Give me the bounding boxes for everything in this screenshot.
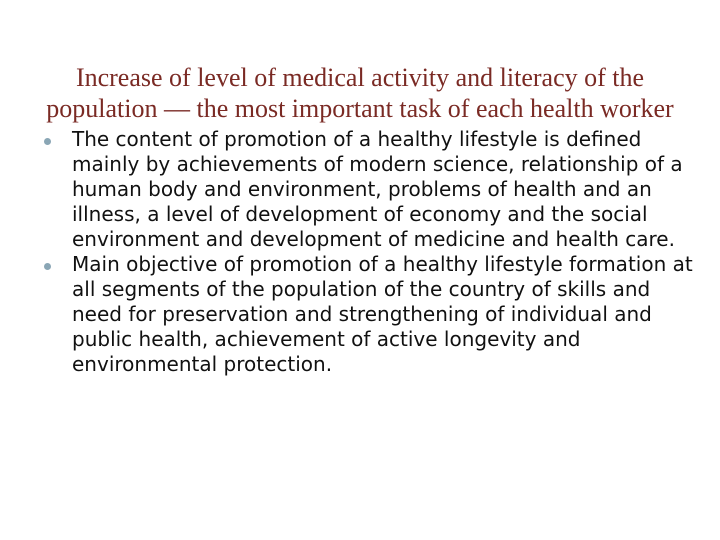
bullet-text: Main objective of promotion of a healthy lifestyle formation at all segments of the population of the country of skills and need for preservation and strengthening of individual and public health, achievement of active longevity and environmental protection. [72, 252, 693, 376]
bullet-dot-icon [44, 138, 51, 145]
bullet-text: The content of promotion of a healthy lifestyle is defined mainly by achievements of modern science, relationship of a human body and environment, problems of health and an illness, a level of development of economy and the social environment and development of medicine and health care. [72, 127, 683, 251]
bullet-item [44, 127, 694, 252]
slide-title: Increase of level of medical activity and literacy of the population — the most important task of each health worker [46, 63, 674, 123]
bullet-list [44, 127, 694, 377]
bullet-item [44, 252, 694, 377]
bullet-dot-icon [44, 263, 51, 270]
